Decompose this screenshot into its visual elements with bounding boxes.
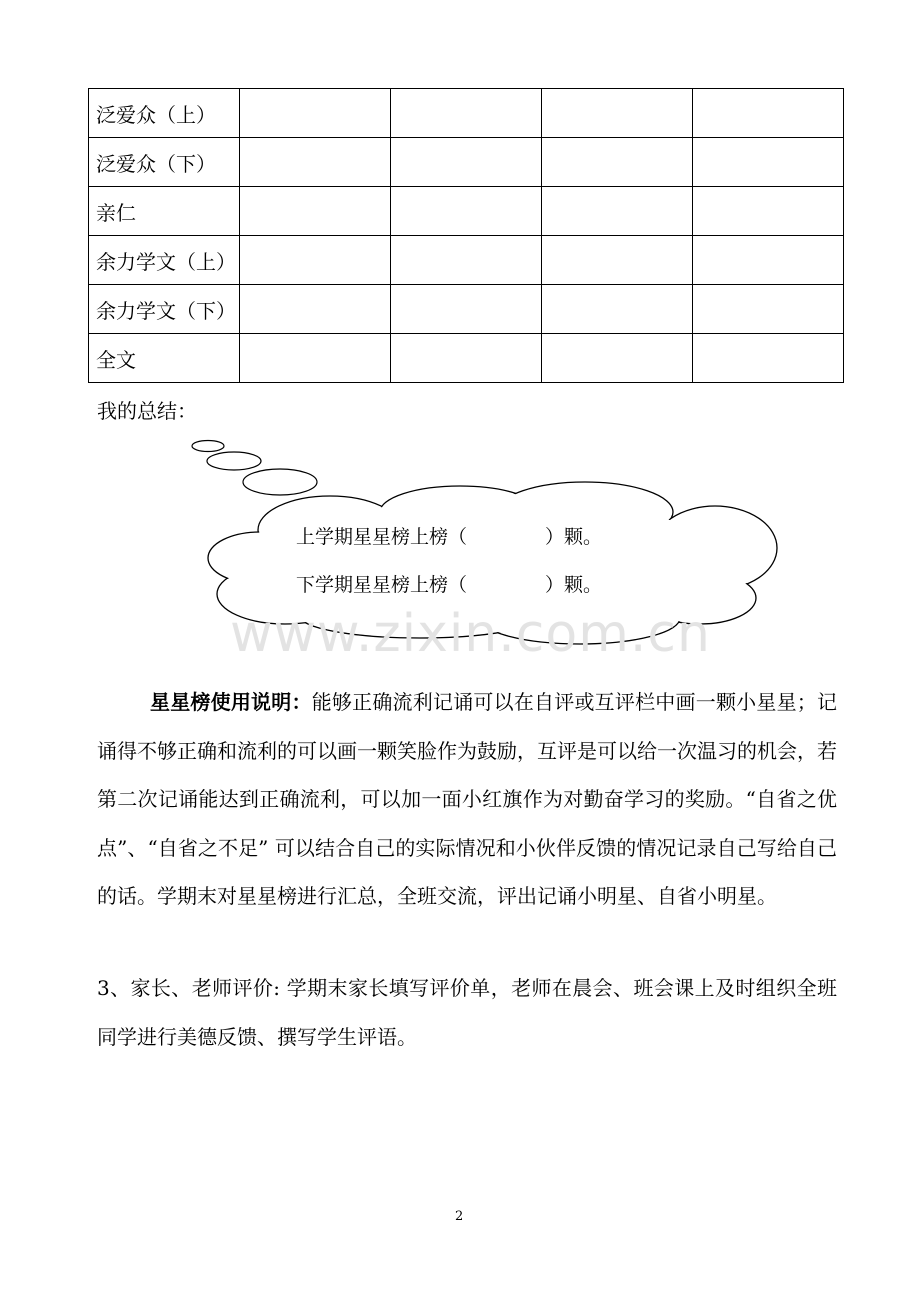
thought-bubble-small <box>192 441 224 452</box>
thought-bubble-medium <box>207 452 261 470</box>
thought-bubble-large <box>243 469 317 495</box>
first-semester-stars <box>296 522 602 549</box>
instructions-paragraph <box>97 678 837 921</box>
second-semester-suffix: ）颗。 <box>545 574 603 596</box>
first-semester-suffix: ）颗。 <box>545 526 603 548</box>
summary-label: 我的总结： <box>97 399 197 423</box>
evaluation-paragraph: 3、家长、老师评价: 学期末家长填写评价单，老师在晨会、班会课上及时组织全班同学进行美德反馈、撰写学生评语。 <box>97 976 837 1049</box>
row-label: 余力学文（下） <box>89 285 240 334</box>
row-label: 泛爱众（上） <box>89 89 240 138</box>
first-semester-prefix: 上学期星星榜上榜（ <box>296 526 468 548</box>
row-label: 亲仁 <box>89 187 240 236</box>
instructions-title: 星星榜使用说明： <box>150 690 312 714</box>
row-label: 余力学文（上） <box>89 236 240 285</box>
page-number: 2 <box>455 1209 464 1224</box>
row-label: 全文 <box>89 334 240 383</box>
second-semester-prefix: 下学期星星榜上榜（ <box>296 574 468 596</box>
row-label: 泛爱众（下） <box>89 138 240 187</box>
watermark: www.zixin.com.cn <box>230 604 711 664</box>
instructions-body: 能够正确流利记诵可以在自评或互评栏中画一颗小星星；记诵得不够正确和流利的可以画一颗笑脸作为鼓励，互评是可以给一次温习的机会，若第二次记诵能达到正确流利，可以加一面小红旗作为对勤奋学习的奖励。“自省之优点”、“自省之不足” 可以结合自己的实际情况和小伙伴反馈的情况记录自己写给自己的话。学期末对星星榜进行汇总，全班交流，评出记诵小明星、自省小明星。 <box>97 690 838 909</box>
second-semester-stars <box>296 570 602 597</box>
